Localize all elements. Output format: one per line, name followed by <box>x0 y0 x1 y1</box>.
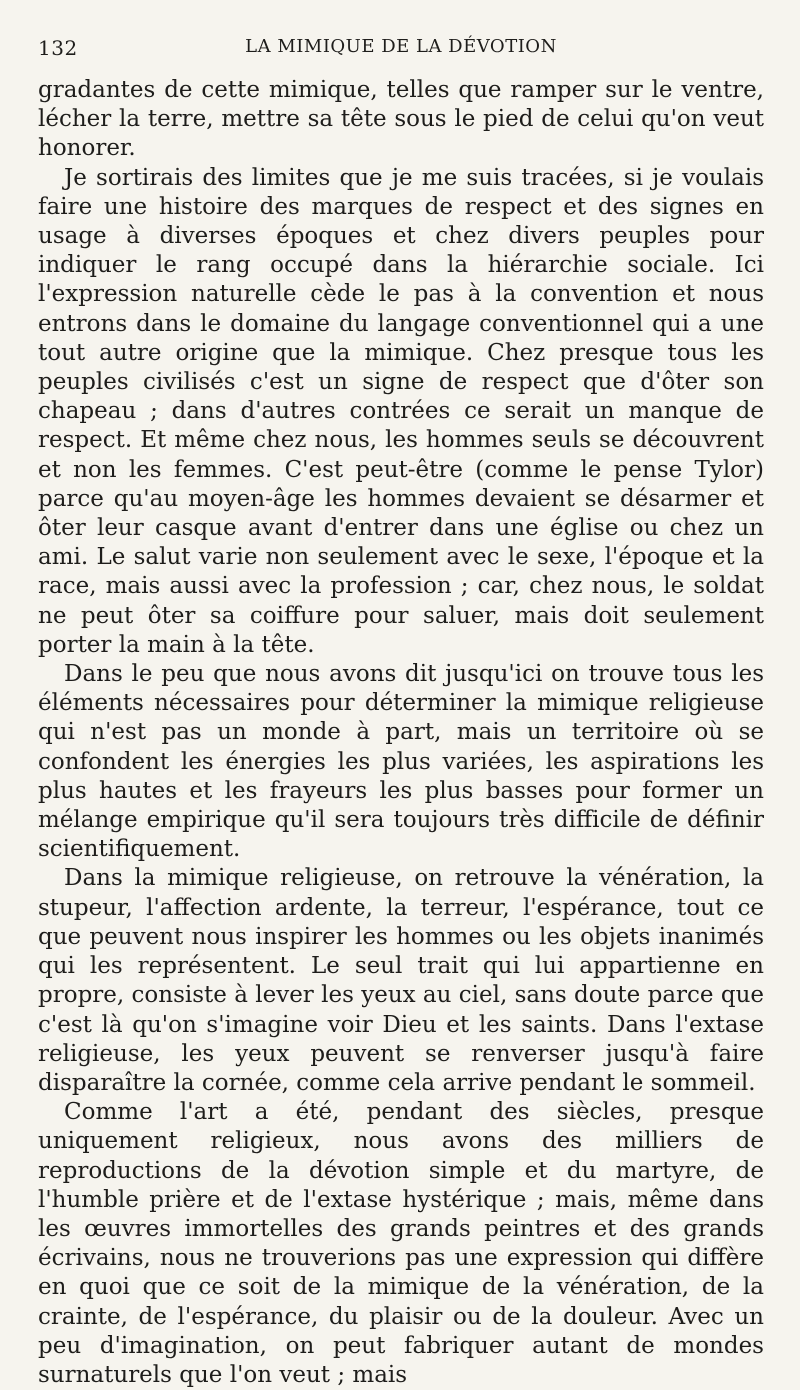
paragraph-continuation: gradantes de cette mimique, telles que ramper sur le ventre, lécher la terre, mettre sa tête sous le pied de celui qu'on veut honorer. <box>38 77 764 162</box>
body-text <box>38 76 764 1390</box>
page-number: 132 <box>38 36 78 60</box>
paragraph-religious-mimicry: Dans le peu que nous avons dit jusqu'ici on trouve tous les éléments nécessaires pour déterminer la mimique religieuse qui n'est pas un monde à part, mais un territoire où se confondent les énergies les plus variées, les aspirations les plus hautes et les frayeurs les plus basses pour former un mélange empirique qu'il sera toujours très difficile de définir scientifiquement. <box>38 661 764 863</box>
paragraph-art: Comme l'art a été, pendant des siècles, presque uniquement religieux, nous avons des milliers de reproductions de la dévotion simple et du martyre, de l'humble prière et de l'extase hystérique ; mais, même dans les œuvres immortelles des grands peintres et des grands écrivains, nous ne trouverions pas une expression qui diffère en quoi que ce soit de la mimique de la vénération, de la crainte, de l'espérance, du plaisir ou de la douleur. Avec un peu d'imagination, on peut fabriquer autant de mondes surnaturels que l'on veut ; mais <box>38 1099 764 1388</box>
running-title: LA MIMIQUE DE LA DÉVOTION <box>245 36 557 57</box>
running-head <box>38 28 764 64</box>
paragraph-respect-signs: Je sortirais des limites que je me suis tracées, si je voulais faire une histoire des marques de respect et des signes en usage à diverses époques et chez divers peuples pour indiquer le rang occupé dans la hiérarchie sociale. Ici l'expression naturelle cède le pas à la convention et nous entrons dans le domaine du langage conventionnel qui a une tout autre origine que la mimique. Chez presque tous les peuples civilisés c'est un signe de respect que d'ôter son chapeau ; dans d'autres contrées ce serait un manque de respect. Et même chez nous, les hommes seuls se découvrent et non les femmes. C'est peut-être (comme le pense Tylor) parce qu'au moyen-âge les hommes devaient se désarmer et ôter leur casque avant d'entrer dans une église ou chez un ami. Le salut varie non seulement avec le sexe, l'époque et la race, mais aussi avec la profession ; car, chez nous, le soldat ne peut ôter sa coiffure pour saluer, mais doit seulement porter la main à la tête. <box>38 164 764 658</box>
paragraph-veneration: Dans la mimique religieuse, on retrouve la vénération, la stupeur, l'affection ardente, la terreur, l'espérance, tout ce que peuvent nous inspirer les hommes ou les objets inanimés qui les représentent. Le seul trait qui lui appartienne en propre, consiste à lever les yeux au ciel, sans doute parce que c'est là qu'on s'imagine voir Dieu et les saints. Dans l'extase religieuse, les yeux peuvent se renverser jusqu'à faire disparaître la cornée, comme cela arrive pendant le sommeil. <box>38 865 764 1096</box>
